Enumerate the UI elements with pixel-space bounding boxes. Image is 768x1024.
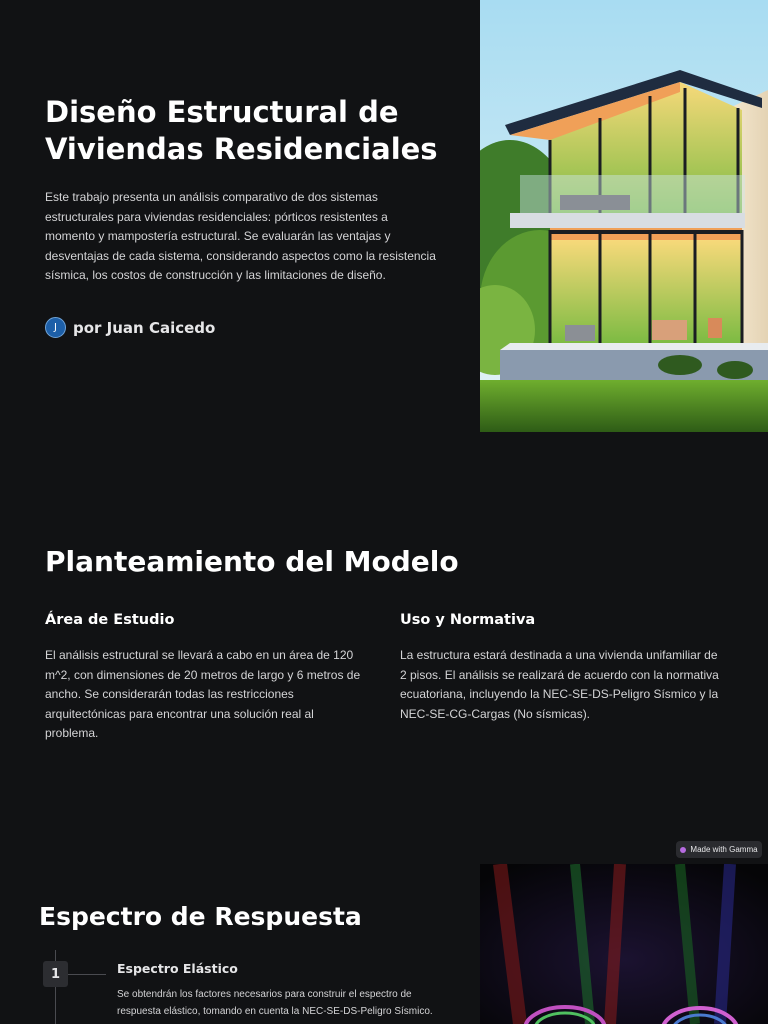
made-with-gamma-badge[interactable] (676, 841, 762, 858)
avatar: J (45, 317, 66, 338)
study-area-text: El análisis estructural se llevará a cabo en un área de 120 m^2, con dimensiones de 20 metros de largo y 6 metros de ancho. Se considerarán todas las restricciones arquitectónicas para encontrar una solución real al problema. (45, 648, 361, 740)
step-title: Espectro Elástico (117, 961, 238, 976)
step-number: 1 (43, 961, 68, 987)
timeline-connector (68, 974, 106, 975)
badge-label: Made with Gamma (690, 845, 758, 854)
spectrum-title: Espectro de Respuesta (39, 902, 362, 931)
section-title: Planteamiento del Modelo (45, 545, 459, 578)
study-area-heading: Área de Estudio (45, 612, 175, 628)
house-image (480, 0, 768, 432)
usage-norms-heading: Uso y Normativa (400, 612, 536, 628)
hero-description: Este trabajo presenta un análisis comparativo de dos sistemas estructurales para viviendas residenciales: pórticos resistentes a momento y mampostería estructural. Se evaluarán las ventajas y desventajas de cada sistema, considerando aspectos como la resistencia sísmica, los costos de construcción y las limitaciones de diseño. (45, 190, 436, 282)
gamma-logo-icon (680, 847, 686, 853)
author-name: por Juan Caicedo (73, 318, 216, 337)
usage-norms-text: La estructura estará destinada a una vivienda unifamiliar de 2 pisos. El análisis se realizará de acuerdo con la normativa ecuatoriana, incluyendo la NEC-SE-DS-Peligro Sísmico y la NEC-SE-CG-Cargas (No sísmicas). (400, 648, 719, 721)
hero-title: Diseño Estructural de Viviendas Residenciales (45, 95, 438, 166)
author-byline (45, 317, 215, 338)
step-text: Se obtendrán los factores necesarios para construir el espectro de respuesta elástico, tomando en cuenta la NEC-SE-DS-Peligro Sísmico. (117, 989, 433, 1017)
abstract-waves-image (480, 864, 768, 1024)
